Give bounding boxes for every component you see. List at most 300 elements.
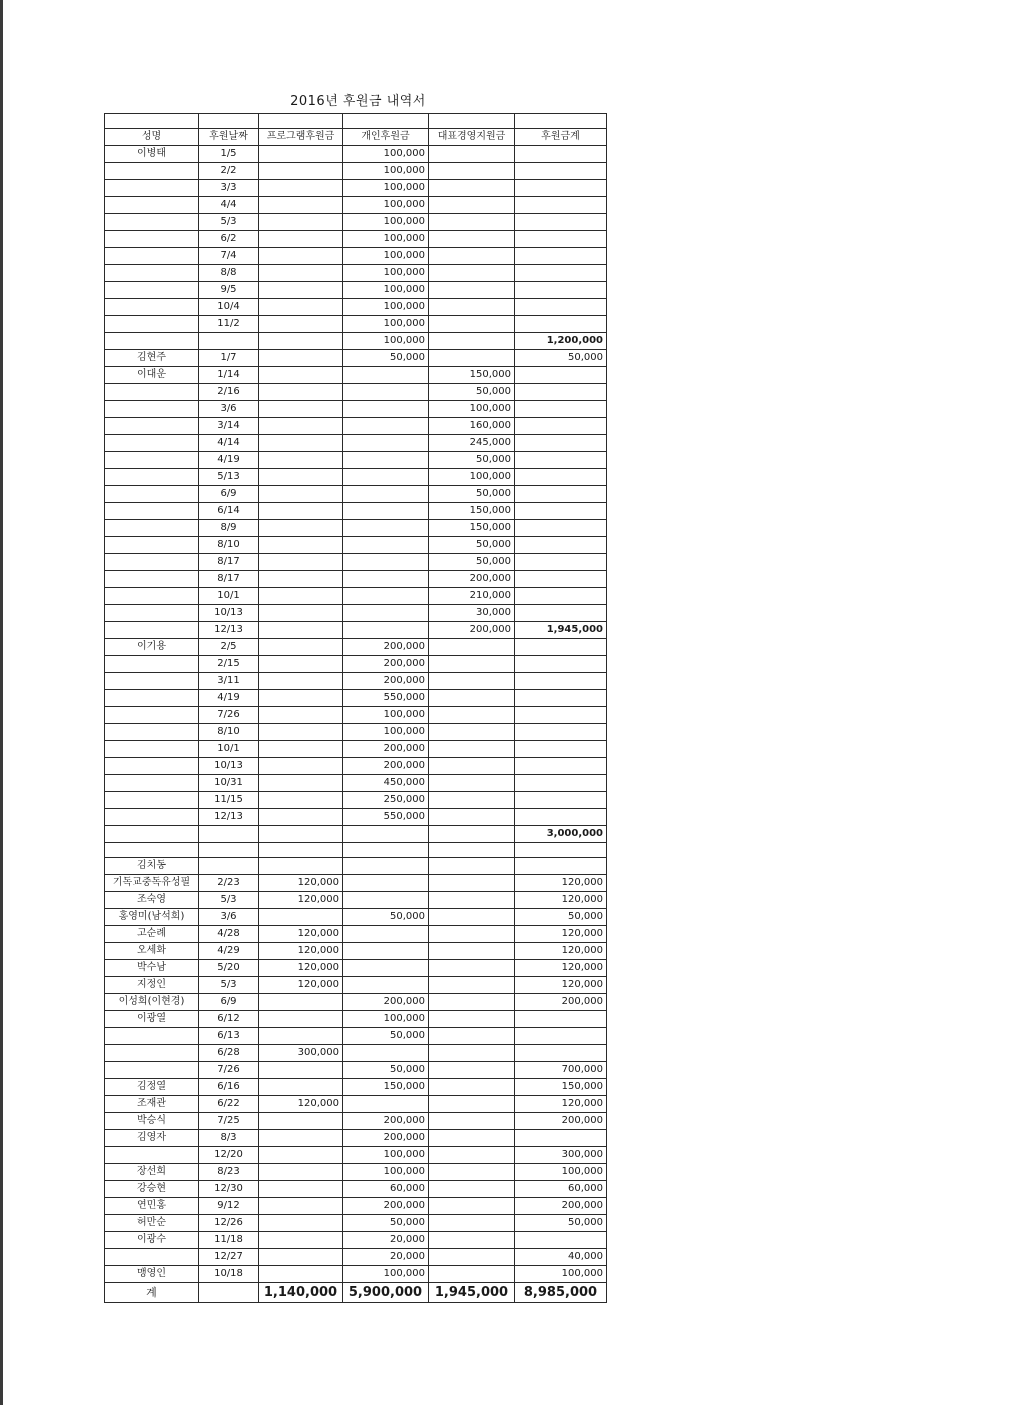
ceo-support-cell: 50,000 <box>429 486 515 503</box>
personal-donation-cell <box>343 826 429 843</box>
table-row <box>105 1011 607 1028</box>
date-cell: 6/9 <box>199 486 259 503</box>
table-row <box>105 486 607 503</box>
table-row <box>105 1215 607 1232</box>
table-row <box>105 452 607 469</box>
date-cell: 2/16 <box>199 384 259 401</box>
ceo-support-cell <box>429 909 515 926</box>
empty-cell <box>343 114 429 129</box>
donation-total-cell: 120,000 <box>515 875 607 892</box>
donation-total-cell <box>515 758 607 775</box>
date-cell: 6/28 <box>199 1045 259 1062</box>
ceo-support-cell <box>429 231 515 248</box>
program-donation-cell <box>259 1198 343 1215</box>
donation-total-cell: 200,000 <box>515 994 607 1011</box>
program-donation-cell <box>259 639 343 656</box>
donation-total-cell: 50,000 <box>515 350 607 367</box>
date-cell: 3/14 <box>199 418 259 435</box>
donation-total-cell <box>515 486 607 503</box>
donation-total-cell <box>515 469 607 486</box>
name-cell <box>105 163 199 180</box>
table-row <box>105 282 607 299</box>
donation-total-cell <box>515 452 607 469</box>
personal-donation-cell: 100,000 <box>343 231 429 248</box>
empty-cell <box>429 843 515 858</box>
name-cell: 김정열 <box>105 1079 199 1096</box>
donation-total-cell <box>515 605 607 622</box>
ceo-support-cell: 30,000 <box>429 605 515 622</box>
empty-cell <box>105 114 199 129</box>
ceo-support-cell <box>429 758 515 775</box>
table-row <box>105 401 607 418</box>
date-cell: 9/5 <box>199 282 259 299</box>
donation-total-cell <box>515 231 607 248</box>
donation-total-cell <box>515 673 607 690</box>
ceo-support-cell <box>429 163 515 180</box>
table-row <box>105 758 607 775</box>
name-cell <box>105 826 199 843</box>
program-donation-cell <box>259 571 343 588</box>
name-cell <box>105 758 199 775</box>
date-cell: 8/9 <box>199 520 259 537</box>
name-cell: 계 <box>105 1283 199 1303</box>
blank-row <box>105 114 607 129</box>
name-cell <box>105 1147 199 1164</box>
donation-total-cell: 200,000 <box>515 1198 607 1215</box>
date-cell: 10/1 <box>199 741 259 758</box>
donation-total-cell <box>515 282 607 299</box>
donation-total-cell <box>515 384 607 401</box>
program-donation-cell <box>259 1028 343 1045</box>
date-cell: 6/13 <box>199 1028 259 1045</box>
personal-donation-cell <box>343 588 429 605</box>
ceo-support-cell <box>429 792 515 809</box>
name-cell: 강승현 <box>105 1181 199 1198</box>
program-donation-cell <box>259 656 343 673</box>
personal-donation-cell: 100,000 <box>343 316 429 333</box>
table-row <box>105 520 607 537</box>
donation-total-cell <box>515 316 607 333</box>
program-donation-cell <box>259 299 343 316</box>
program-donation-cell <box>259 741 343 758</box>
table-row <box>105 1147 607 1164</box>
ceo-support-cell <box>429 1266 515 1283</box>
program-donation-cell <box>259 486 343 503</box>
personal-donation-cell: 200,000 <box>343 656 429 673</box>
blank-row <box>105 843 607 858</box>
ceo-support-cell <box>429 707 515 724</box>
donation-total-cell <box>515 537 607 554</box>
ceo-support-cell <box>429 1147 515 1164</box>
table-row <box>105 231 607 248</box>
personal-donation-cell: 150,000 <box>343 1079 429 1096</box>
table-row <box>105 1096 607 1113</box>
donation-total-cell: 50,000 <box>515 909 607 926</box>
name-cell <box>105 486 199 503</box>
program-donation-cell <box>259 401 343 418</box>
donation-total-cell <box>515 163 607 180</box>
name-cell <box>105 231 199 248</box>
name-cell <box>105 503 199 520</box>
donation-total-cell: 8,985,000 <box>515 1283 607 1303</box>
empty-cell <box>343 843 429 858</box>
ceo-support-cell <box>429 690 515 707</box>
date-cell: 5/3 <box>199 892 259 909</box>
personal-donation-cell <box>343 401 429 418</box>
table-row <box>105 892 607 909</box>
date-cell: 7/26 <box>199 1062 259 1079</box>
date-cell <box>199 333 259 350</box>
name-cell <box>105 605 199 622</box>
table-row <box>105 909 607 926</box>
column-header: 후원날짜 <box>199 129 259 146</box>
program-donation-cell <box>259 316 343 333</box>
personal-donation-cell <box>343 960 429 977</box>
donation-total-cell <box>515 401 607 418</box>
table-row <box>105 384 607 401</box>
name-cell <box>105 384 199 401</box>
ceo-support-cell <box>429 977 515 994</box>
donation-total-cell: 120,000 <box>515 943 607 960</box>
donation-total-cell <box>515 367 607 384</box>
donation-total-cell <box>515 741 607 758</box>
name-cell <box>105 214 199 231</box>
name-cell <box>105 1028 199 1045</box>
ceo-support-cell: 200,000 <box>429 622 515 639</box>
program-donation-cell <box>259 146 343 163</box>
ceo-support-cell <box>429 875 515 892</box>
ceo-support-cell <box>429 994 515 1011</box>
ceo-support-cell <box>429 1079 515 1096</box>
program-donation-cell <box>259 758 343 775</box>
name-cell: 기독교중독유성필 <box>105 875 199 892</box>
donation-total-cell: 3,000,000 <box>515 826 607 843</box>
name-cell <box>105 690 199 707</box>
ceo-support-cell <box>429 333 515 350</box>
ceo-support-cell: 150,000 <box>429 503 515 520</box>
program-donation-cell <box>259 520 343 537</box>
name-cell <box>105 622 199 639</box>
name-cell <box>105 469 199 486</box>
ceo-support-cell <box>429 248 515 265</box>
personal-donation-cell <box>343 520 429 537</box>
table-row <box>105 554 607 571</box>
name-cell <box>105 282 199 299</box>
date-cell: 8/10 <box>199 537 259 554</box>
date-cell: 4/19 <box>199 452 259 469</box>
program-donation-cell <box>259 435 343 452</box>
program-donation-cell: 120,000 <box>259 960 343 977</box>
personal-donation-cell: 100,000 <box>343 1266 429 1283</box>
program-donation-cell <box>259 1113 343 1130</box>
donation-total-cell <box>515 724 607 741</box>
ceo-support-cell <box>429 282 515 299</box>
date-cell: 12/13 <box>199 809 259 826</box>
personal-donation-cell: 100,000 <box>343 299 429 316</box>
personal-donation-cell: 20,000 <box>343 1232 429 1249</box>
table-row <box>105 316 607 333</box>
program-donation-cell <box>259 1181 343 1198</box>
table-row <box>105 977 607 994</box>
personal-donation-cell <box>343 926 429 943</box>
ceo-support-cell <box>429 1113 515 1130</box>
date-cell: 2/15 <box>199 656 259 673</box>
personal-donation-cell <box>343 469 429 486</box>
program-donation-cell <box>259 1011 343 1028</box>
date-cell: 4/28 <box>199 926 259 943</box>
name-cell <box>105 775 199 792</box>
ceo-support-cell <box>429 1198 515 1215</box>
ceo-support-cell <box>429 656 515 673</box>
program-donation-cell <box>259 333 343 350</box>
program-donation-cell: 120,000 <box>259 977 343 994</box>
personal-donation-cell: 100,000 <box>343 724 429 741</box>
donation-total-cell <box>515 690 607 707</box>
personal-donation-cell: 100,000 <box>343 1011 429 1028</box>
donation-total-cell: 300,000 <box>515 1147 607 1164</box>
donation-total-cell <box>515 792 607 809</box>
empty-cell <box>429 114 515 129</box>
personal-donation-cell: 550,000 <box>343 809 429 826</box>
program-donation-cell <box>259 180 343 197</box>
personal-donation-cell: 100,000 <box>343 282 429 299</box>
personal-donation-cell: 20,000 <box>343 1249 429 1266</box>
name-cell: 이기용 <box>105 639 199 656</box>
personal-donation-cell: 200,000 <box>343 1113 429 1130</box>
personal-donation-cell: 100,000 <box>343 146 429 163</box>
table-row <box>105 809 607 826</box>
date-cell: 5/20 <box>199 960 259 977</box>
table-row <box>105 994 607 1011</box>
personal-donation-cell <box>343 435 429 452</box>
name-cell <box>105 707 199 724</box>
personal-donation-cell <box>343 486 429 503</box>
ceo-support-cell: 150,000 <box>429 367 515 384</box>
donation-total-cell: 120,000 <box>515 892 607 909</box>
personal-donation-cell <box>343 943 429 960</box>
program-donation-cell <box>259 265 343 282</box>
table-row <box>105 180 607 197</box>
donation-total-cell: 700,000 <box>515 1062 607 1079</box>
date-cell: 6/9 <box>199 994 259 1011</box>
name-cell <box>105 724 199 741</box>
ceo-support-cell <box>429 1232 515 1249</box>
table-row <box>105 656 607 673</box>
name-cell: 박승식 <box>105 1113 199 1130</box>
table-row <box>105 1113 607 1130</box>
donation-total-cell <box>515 1130 607 1147</box>
empty-cell <box>259 843 343 858</box>
program-donation-cell <box>259 1164 343 1181</box>
ceo-support-cell <box>429 350 515 367</box>
table-row <box>105 605 607 622</box>
personal-donation-cell: 250,000 <box>343 792 429 809</box>
date-cell: 5/13 <box>199 469 259 486</box>
program-donation-cell <box>259 537 343 554</box>
ceo-support-cell <box>429 1164 515 1181</box>
ceo-support-cell <box>429 265 515 282</box>
table-row <box>105 435 607 452</box>
program-donation-cell <box>259 1232 343 1249</box>
donation-total-cell <box>515 639 607 656</box>
donation-total-cell <box>515 1028 607 1045</box>
donation-total-cell: 120,000 <box>515 1096 607 1113</box>
table-row <box>105 588 607 605</box>
program-donation-cell: 120,000 <box>259 926 343 943</box>
table-row <box>105 1062 607 1079</box>
donation-total-cell: 1,200,000 <box>515 333 607 350</box>
table-row <box>105 707 607 724</box>
table-row <box>105 299 607 316</box>
donation-total-cell <box>515 707 607 724</box>
name-cell: 연민홍 <box>105 1198 199 1215</box>
ceo-support-cell: 50,000 <box>429 537 515 554</box>
date-cell: 5/3 <box>199 214 259 231</box>
donation-total-cell <box>515 1011 607 1028</box>
ceo-support-cell: 245,000 <box>429 435 515 452</box>
personal-donation-cell <box>343 537 429 554</box>
table-row <box>105 673 607 690</box>
name-cell <box>105 537 199 554</box>
date-cell: 1/14 <box>199 367 259 384</box>
personal-donation-cell: 100,000 <box>343 333 429 350</box>
name-cell: 허만순 <box>105 1215 199 1232</box>
name-cell <box>105 265 199 282</box>
donation-total-cell: 50,000 <box>515 1215 607 1232</box>
personal-donation-cell <box>343 892 429 909</box>
personal-donation-cell: 200,000 <box>343 1198 429 1215</box>
program-donation-cell <box>259 826 343 843</box>
donation-total-cell: 150,000 <box>515 1079 607 1096</box>
donation-total-cell <box>515 571 607 588</box>
program-donation-cell <box>259 231 343 248</box>
table-row <box>105 826 607 843</box>
table-row <box>105 197 607 214</box>
personal-donation-cell <box>343 503 429 520</box>
donation-total-cell: 120,000 <box>515 977 607 994</box>
date-cell: 8/10 <box>199 724 259 741</box>
name-cell: 김영자 <box>105 1130 199 1147</box>
date-cell: 6/16 <box>199 1079 259 1096</box>
ceo-support-cell <box>429 943 515 960</box>
donation-total-cell <box>515 809 607 826</box>
empty-cell <box>259 114 343 129</box>
name-cell <box>105 656 199 673</box>
ceo-support-cell <box>429 180 515 197</box>
donation-ledger-table <box>104 113 607 1303</box>
column-header: 프로그램후원금 <box>259 129 343 146</box>
donation-total-cell: 40,000 <box>515 1249 607 1266</box>
name-cell: 김치동 <box>105 858 199 875</box>
program-donation-cell <box>259 1147 343 1164</box>
program-donation-cell <box>259 163 343 180</box>
program-donation-cell <box>259 1130 343 1147</box>
donation-total-cell <box>515 588 607 605</box>
ceo-support-cell <box>429 960 515 977</box>
name-cell: 지정인 <box>105 977 199 994</box>
date-cell: 11/18 <box>199 1232 259 1249</box>
program-donation-cell <box>259 588 343 605</box>
ceo-support-cell: 100,000 <box>429 469 515 486</box>
donation-total-cell <box>515 1232 607 1249</box>
table-row <box>105 1266 607 1283</box>
table-row <box>105 333 607 350</box>
name-cell <box>105 571 199 588</box>
name-cell: 박수남 <box>105 960 199 977</box>
personal-donation-cell <box>343 1096 429 1113</box>
table-row <box>105 469 607 486</box>
table-row <box>105 724 607 741</box>
donation-total-cell: 120,000 <box>515 960 607 977</box>
personal-donation-cell: 100,000 <box>343 248 429 265</box>
table-row <box>105 741 607 758</box>
name-cell <box>105 452 199 469</box>
ceo-support-cell <box>429 214 515 231</box>
program-donation-cell <box>259 384 343 401</box>
date-cell: 7/25 <box>199 1113 259 1130</box>
table-row <box>105 1232 607 1249</box>
program-donation-cell <box>259 1215 343 1232</box>
program-donation-cell: 300,000 <box>259 1045 343 1062</box>
donation-total-cell <box>515 775 607 792</box>
personal-donation-cell: 100,000 <box>343 214 429 231</box>
donation-total-cell <box>515 554 607 571</box>
ceo-support-cell <box>429 1028 515 1045</box>
program-donation-cell <box>259 909 343 926</box>
personal-donation-cell <box>343 605 429 622</box>
date-cell: 9/12 <box>199 1198 259 1215</box>
ceo-support-cell <box>429 809 515 826</box>
personal-donation-cell: 50,000 <box>343 1028 429 1045</box>
ceo-support-cell <box>429 858 515 875</box>
table-row <box>105 858 607 875</box>
program-donation-cell <box>259 418 343 435</box>
table-row <box>105 265 607 282</box>
name-cell <box>105 248 199 265</box>
donation-total-cell <box>515 197 607 214</box>
ceo-support-cell: 1,945,000 <box>429 1283 515 1303</box>
personal-donation-cell: 550,000 <box>343 690 429 707</box>
name-cell <box>105 792 199 809</box>
program-donation-cell <box>259 452 343 469</box>
personal-donation-cell: 200,000 <box>343 1130 429 1147</box>
donation-total-cell <box>515 265 607 282</box>
date-cell: 6/14 <box>199 503 259 520</box>
program-donation-cell <box>259 994 343 1011</box>
date-cell: 4/19 <box>199 690 259 707</box>
table-row <box>105 775 607 792</box>
table-row <box>105 875 607 892</box>
empty-cell <box>105 843 199 858</box>
ceo-support-cell: 50,000 <box>429 554 515 571</box>
name-cell: 이광수 <box>105 1232 199 1249</box>
personal-donation-cell: 60,000 <box>343 1181 429 1198</box>
program-donation-cell <box>259 469 343 486</box>
name-cell <box>105 180 199 197</box>
table-row <box>105 1249 607 1266</box>
ceo-support-cell: 50,000 <box>429 452 515 469</box>
program-donation-cell <box>259 367 343 384</box>
grand-total-row <box>105 1283 607 1303</box>
personal-donation-cell: 100,000 <box>343 1164 429 1181</box>
name-cell <box>105 333 199 350</box>
donation-total-cell: 100,000 <box>515 1164 607 1181</box>
date-cell: 7/26 <box>199 707 259 724</box>
personal-donation-cell: 100,000 <box>343 265 429 282</box>
personal-donation-cell: 200,000 <box>343 741 429 758</box>
donation-total-cell <box>515 503 607 520</box>
date-cell: 8/3 <box>199 1130 259 1147</box>
